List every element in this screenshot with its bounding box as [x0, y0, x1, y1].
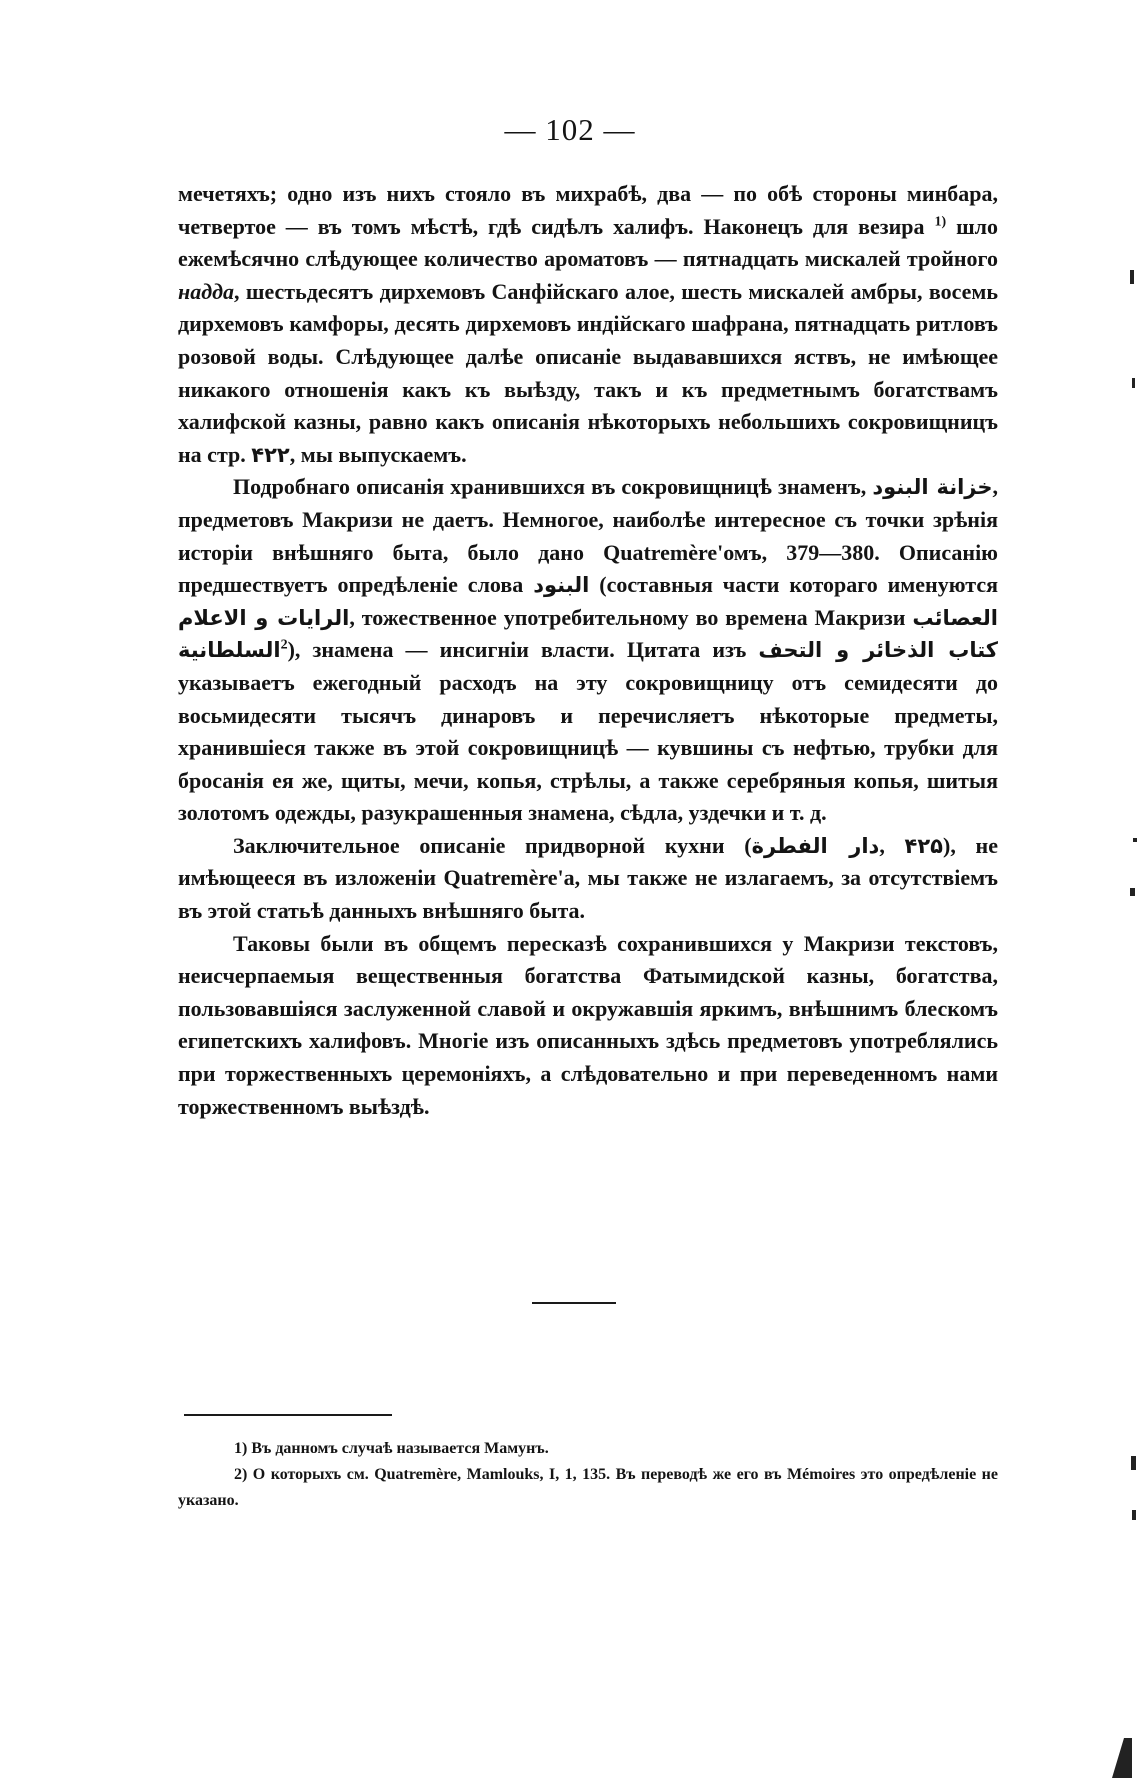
page-number: — 102 — — [504, 112, 636, 147]
scan-corner-mark — [1112, 1738, 1132, 1778]
footnote-1: 1) Въ данномъ случаѣ называется Мамунъ. — [234, 1440, 549, 1457]
arabic-term: ۴۲۵ — [904, 833, 943, 858]
arabic-term: دار الفطرة — [751, 833, 880, 858]
footnote-2: 2) О которыхъ см. Quatremère, Mamlouks, I, 1, 135. Въ переводѣ же его въ Mémoires это опредѣленіе не указано. — [178, 1466, 999, 1509]
scan-speck — [1132, 1510, 1136, 1520]
text-run: мечетяхъ; одно изъ нихъ стояло въ михрабѣ, два — по обѣ стороны минбара, четвертое — въ томъ мѣстѣ, гдѣ сидѣлъ халифъ. Наконецъ для везира — [178, 181, 998, 239]
paragraph-1 — [178, 178, 998, 471]
text-run: Таковы были въ общемъ пересказѣ сохранившихся у Макризи текстовъ, неисчерпаемыя вещественныя богатства Фатымидской казны, богатства, пользовавшіяся заслуженной славой и окружавшія яркимъ, внѣшнимъ блескомъ египетскихъ халифовъ. Многіе изъ описанныхъ здѣсь предметовъ употреблялись при торжественныхъ церемоніяхъ, а слѣдовательно и при переведенномъ нами торжественномъ выѣздѣ. — [178, 930, 998, 1119]
arabic-term: خزانة البنود — [872, 475, 993, 500]
arabic-term: البنود — [533, 573, 590, 598]
italic-term: надда — [178, 278, 235, 304]
arabic-term: الرايات و الاعلام — [178, 605, 350, 630]
section-separator-rule — [532, 1302, 616, 1304]
text-run: Заключительное описаніе придворной кухни ( — [233, 832, 752, 858]
footnote-rule — [184, 1414, 392, 1416]
text-run: , предметовъ Макризи не даетъ. Немногое, наиболѣе интересное съ точки зрѣнія исторіи внѣшняго быта, было дано Quatremère'омъ, 379—380. Описанію предшествуетъ опредѣленіе слова — [178, 474, 999, 598]
text-run: (составныя части котораго именуются — [589, 572, 998, 598]
text-run: , мы выпускаемъ. — [289, 441, 467, 467]
arabic-term: العصائب السلطانية — [178, 605, 998, 663]
paragraph-2 — [178, 471, 998, 830]
arabic-term: كتاب الذخائر و التحف — [758, 638, 998, 663]
footnote-reference: 2 — [280, 637, 288, 653]
arabic-term: ۴۲۲ — [251, 442, 290, 467]
scan-speck — [1131, 1456, 1136, 1470]
text-run: , тожественное употребительному во времена Макризи — [349, 604, 913, 630]
footnotes — [178, 1436, 998, 1514]
text-run: шло ежемѣсячно слѣдующее количество ароматовъ — пятнадцать мискалей тройного — [178, 213, 998, 272]
paragraph-4 — [178, 928, 998, 1124]
scan-speck — [1130, 888, 1135, 896]
text-run: , — [879, 832, 905, 858]
text-run: ), не имѣющееся въ изложеніи Quatremère'a, мы также не излагаемъ, за отсутствіемъ въ этой статьѣ данныхъ внѣшняго быта. — [178, 832, 998, 924]
footnote-reference: 1) — [934, 214, 947, 230]
scan-speck — [1132, 378, 1135, 388]
scan-speck — [1133, 838, 1137, 842]
scan-speck — [1130, 270, 1134, 284]
text-run: , шестьдесятъ дирхемовъ Санфійскаго алое, шесть мискалей амбры, восемь дирхемовъ камфоры, десять дирхемовъ индійскаго шафрана, пятнадцать ритловъ розовой воды. Слѣдующее далѣе описаніе выдававшихся яствъ, не имѣющее никакого отношенія какъ къ выѣзду, такъ и къ предметнымъ богатствамъ халифской казны, равно какъ описанія нѣкоторыхъ небольшихъ сокровищницъ на стр. — [178, 278, 998, 467]
text-run: указываетъ ежегодный расходъ на эту сокровищницу отъ семидесяти до восьмидесяти тысячъ динаровъ и перечисляетъ нѣкоторые предметы, хранившіеся также въ этой сокровищницѣ — кувшины съ нефтью, трубки для бросанія ея же, щиты, мечи, копья, стрѣлы, а также серебряныя копья, шитыя золотомъ одежды, разукрашенныя знамена, сѣдла, уздечки и т. д. — [178, 669, 998, 826]
text-run: ), знамена — инсигніи власти. Цитата изъ — [287, 637, 759, 663]
text-run: Подробнаго описанія хранившихся въ сокровищницѣ знаменъ, — [233, 474, 873, 500]
main-text — [178, 178, 998, 1123]
paragraph-3 — [178, 830, 998, 928]
